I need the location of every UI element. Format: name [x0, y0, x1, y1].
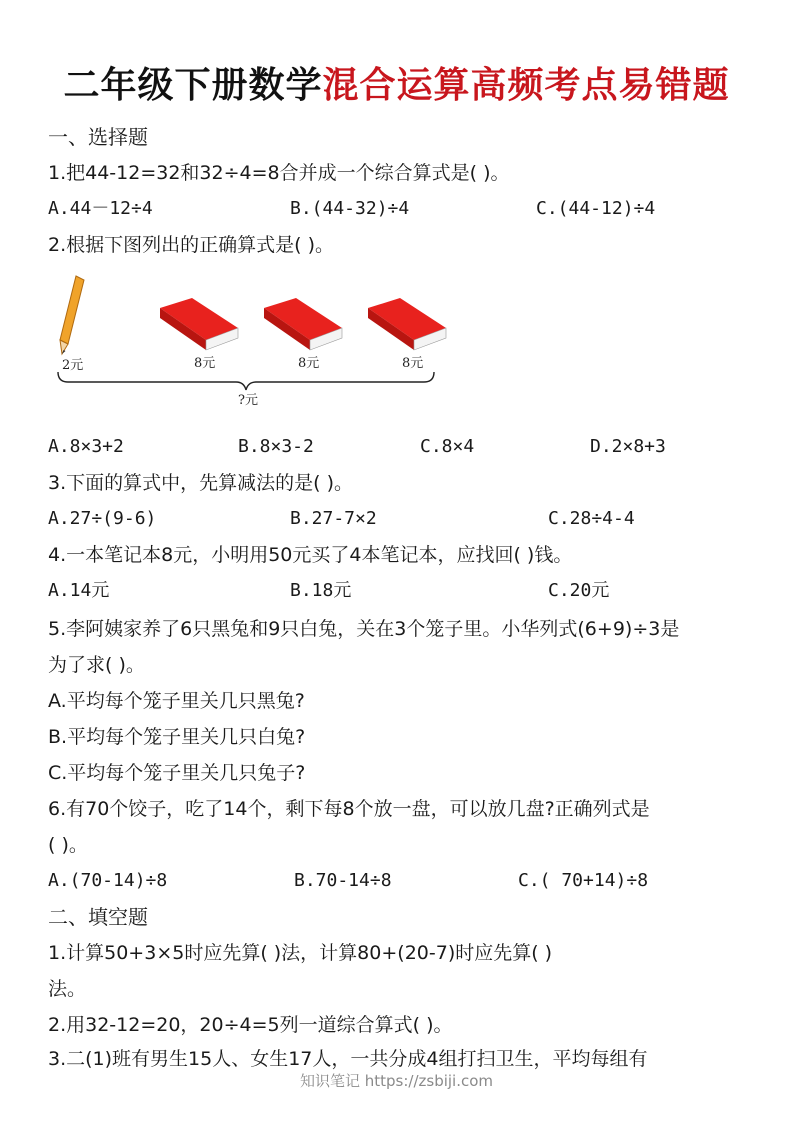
book-icon-2 [264, 298, 342, 350]
book-1-price-label: 8元 [194, 356, 216, 371]
q1-option-c: C.(44-12)÷4 [536, 198, 656, 219]
book-3-price-label: 8元 [402, 356, 424, 371]
question-5-text-line2: 为了求( )。 [48, 654, 145, 676]
fill-1-text-line1: 1.计算50+3×5时应先算( )法，计算80+(20-7)时应先算( ) [48, 942, 553, 964]
q4-option-a: A.14元 [48, 580, 110, 601]
q4-option-c: C.20元 [548, 580, 610, 601]
q1-option-a: A.44－12÷4 [48, 198, 153, 219]
q3-option-a: A.27÷(9-6) [48, 508, 157, 529]
total-price-label: ?元 [238, 393, 258, 408]
pencil-icon [60, 276, 84, 354]
section-heading-fill: 二、填空题 [48, 905, 148, 929]
fill-3-text: 3.二(1)班有男生15人、女生17人，一共分成4组打扫卫生，平均每组有 [48, 1048, 648, 1070]
q2-option-a: A.8×3+2 [48, 436, 124, 457]
question-1-text: 1.把44-12=32和32÷4=8合并成一个综合算式是( )。 [48, 162, 510, 184]
q5-option-a: A.平均每个笼子里关几只黑兔? [48, 690, 305, 712]
question-4-text: 4.一本笔记本8元，小明用50元买了4本笔记本，应找回( )钱。 [48, 544, 573, 566]
question-5-text-line1: 5.李阿姨家养了6只黑兔和9只白兔，关在3个笼子里。小华列式(6+9)÷3是 [48, 618, 680, 640]
q3-option-c: C.28÷4-4 [548, 508, 635, 529]
q6-option-a: A.(70-14)÷8 [48, 870, 168, 891]
book-icon-1 [160, 298, 238, 350]
fill-2-text: 2.用32-12=20，20÷4=5列一道综合算式( )。 [48, 1014, 453, 1036]
question-2-text: 2.根据下图列出的正确算式是( )。 [48, 234, 334, 256]
fill-1-text-line2: 法。 [48, 978, 87, 1000]
footer-watermark: 知识笔记 https://zsbiji.com [299, 1072, 494, 1090]
total-brace [58, 372, 434, 390]
q2-option-c: C.8×4 [420, 436, 475, 457]
q1-option-b: B.(44-32)÷4 [290, 198, 410, 219]
pencil-price-label: 2元 [62, 358, 84, 373]
q5-option-b: B.平均每个笼子里关几只白兔? [48, 726, 306, 748]
q4-option-b: B.18元 [290, 580, 352, 601]
question-6-text-line2: ( )。 [48, 834, 88, 856]
q6-option-b: B.70-14÷8 [294, 870, 392, 891]
page-title [0, 62, 793, 110]
book-2-price-label: 8元 [298, 356, 320, 371]
title-part-2: 混合运算高频考点易错题 [322, 65, 730, 106]
q5-option-c: C.平均每个笼子里关几只兔子? [48, 762, 306, 784]
q2-option-d: D.2×8+3 [590, 436, 666, 457]
q6-option-c: C.( 70+14)÷8 [518, 870, 649, 891]
q2-option-b: B.8×3-2 [238, 436, 314, 457]
q3-option-b: B.27-7×2 [290, 508, 377, 529]
section-heading-choice: 一、选择题 [48, 125, 148, 149]
question-6-text-line1: 6.有70个饺子，吃了14个，剩下每8个放一盘，可以放几盘?正确列式是 [48, 798, 650, 820]
q2-figure [48, 268, 468, 418]
title-part-1: 二年级下册数学 [63, 65, 323, 106]
question-3-text: 3.下面的算式中，先算减法的是( )。 [48, 472, 353, 494]
book-icon-3 [368, 298, 446, 350]
